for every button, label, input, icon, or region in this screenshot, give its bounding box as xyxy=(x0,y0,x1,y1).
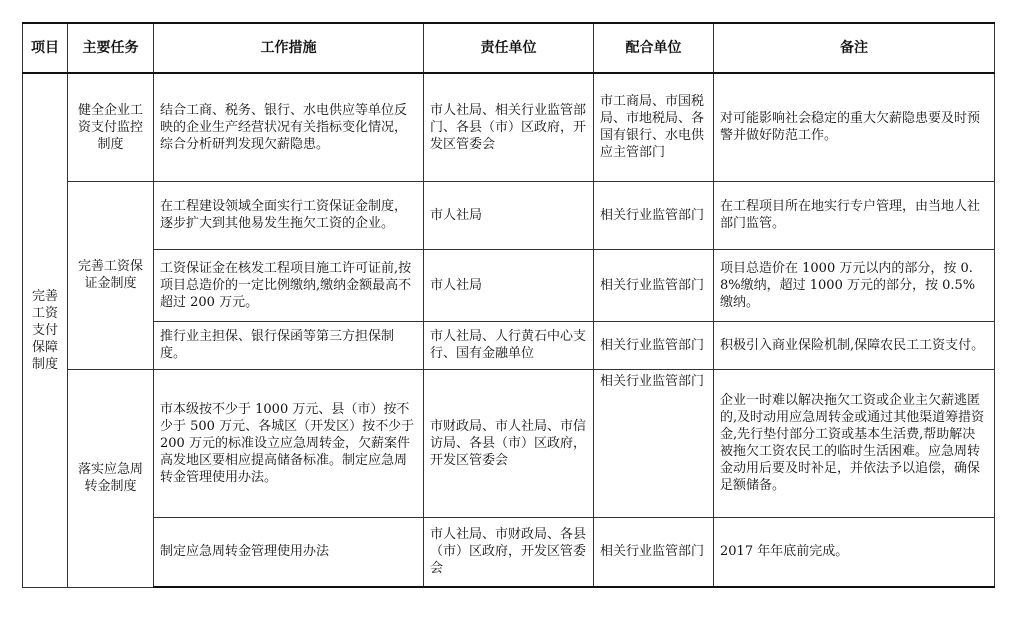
table-row xyxy=(23,517,995,587)
table-row xyxy=(23,73,995,181)
measure-cell: 推行业主担保、银行保函等第三方担保制度。 xyxy=(154,321,424,369)
header-cooperating-unit: 配合单位 xyxy=(594,23,714,73)
responsible-cell: 市人社局 xyxy=(424,249,594,321)
measure-cell: 结合工商、税务、银行、水电供应等单位反映的企业生产经营状况有关指标变化情况，综合分析研判发现欠薪隐患。 xyxy=(154,73,424,181)
remarks-cell: 企业一时难以解决拖欠工资或企业主欠薪逃匿的,及时动用应急周转金或通过其他渠道筹措资金,先行垫付部分工资或基本生活费,帮助解决被拖欠工资农民工的临时生活困难。应急周转金动用后要及时补足，并依法予以追偿，确保足额储备。 xyxy=(714,369,995,517)
header-remarks: 备注 xyxy=(714,23,995,73)
header-main-task: 主要任务 xyxy=(68,23,154,73)
policy-table xyxy=(22,22,995,588)
project-cell: 完善工资支付保障制度 xyxy=(23,73,68,587)
table-row xyxy=(23,369,995,517)
remarks-cell: 2017 年年底前完成。 xyxy=(714,517,995,587)
measure-cell: 工资保证金在核发工程项目施工许可证前,按项目总造价的一定比例缴纳,缴纳金额最高不超过 200 万元。 xyxy=(154,249,424,321)
responsible-cell: 市人社局、市财政局、各县（市）区政府，开发区管委会 xyxy=(424,517,594,587)
cooperating-cell: 相关行业监管部门 xyxy=(594,249,714,321)
remarks-cell: 项目总造价在 1000 万元以内的部分，按 0.8%缴纳，超过 1000 万元的部分，按 0.5%缴纳。 xyxy=(714,249,995,321)
cooperating-cell: 相关行业监管部门 xyxy=(594,369,714,517)
responsible-cell: 市人社局 xyxy=(424,181,594,249)
measure-cell: 市本级按不少于 1000 万元、县（市）按不少于 500 万元、各城区（开发区）按不少于 200 万元的标准设立应急周转金，欠薪案件高发地区要相应提高储备标准。制定应急周转金管理使用办法。 xyxy=(154,369,424,517)
responsible-cell: 市财政局、市人社局、市信访局、各县（市）区政府，开发区管委会 xyxy=(424,369,594,517)
cooperating-cell: 相关行业监管部门 xyxy=(594,517,714,587)
header-work-measures: 工作措施 xyxy=(154,23,424,73)
task-cell-guarantee-deposit: 完善工资保证金制度 xyxy=(68,181,154,369)
header-row xyxy=(23,23,995,73)
measure-cell: 制定应急周转金管理使用办法 xyxy=(154,517,424,587)
table-row xyxy=(23,249,995,321)
table-row xyxy=(23,181,995,249)
cooperating-cell: 相关行业监管部门 xyxy=(594,181,714,249)
cooperating-cell: 市工商局、市国税局、市地税局、各国有银行、水电供应主管部门 xyxy=(594,73,714,181)
header-responsible-unit: 责任单位 xyxy=(424,23,594,73)
responsible-cell: 市人社局、相关行业监管部门、各县（市）区政府，开发区管委会 xyxy=(424,73,594,181)
responsible-cell: 市人社局、人行黄石中心支行、国有金融单位 xyxy=(424,321,594,369)
table-row xyxy=(23,321,995,369)
task-cell-emergency-fund: 落实应急周转金制度 xyxy=(68,369,154,587)
task-cell-monitoring: 健全企业工资支付监控制度 xyxy=(68,73,154,181)
cooperating-cell: 相关行业监管部门 xyxy=(594,321,714,369)
remarks-cell: 在工程项目所在地实行专户管理，由当地人社部门监管。 xyxy=(714,181,995,249)
header-project: 项目 xyxy=(23,23,68,73)
remarks-cell: 对可能影响社会稳定的重大欠薪隐患要及时预警并做好防范工作。 xyxy=(714,73,995,181)
remarks-cell: 积极引入商业保险机制,保障农民工工资支付。 xyxy=(714,321,995,369)
measure-cell: 在工程建设领域全面实行工资保证金制度，逐步扩大到其他易发生拖欠工资的企业。 xyxy=(154,181,424,249)
